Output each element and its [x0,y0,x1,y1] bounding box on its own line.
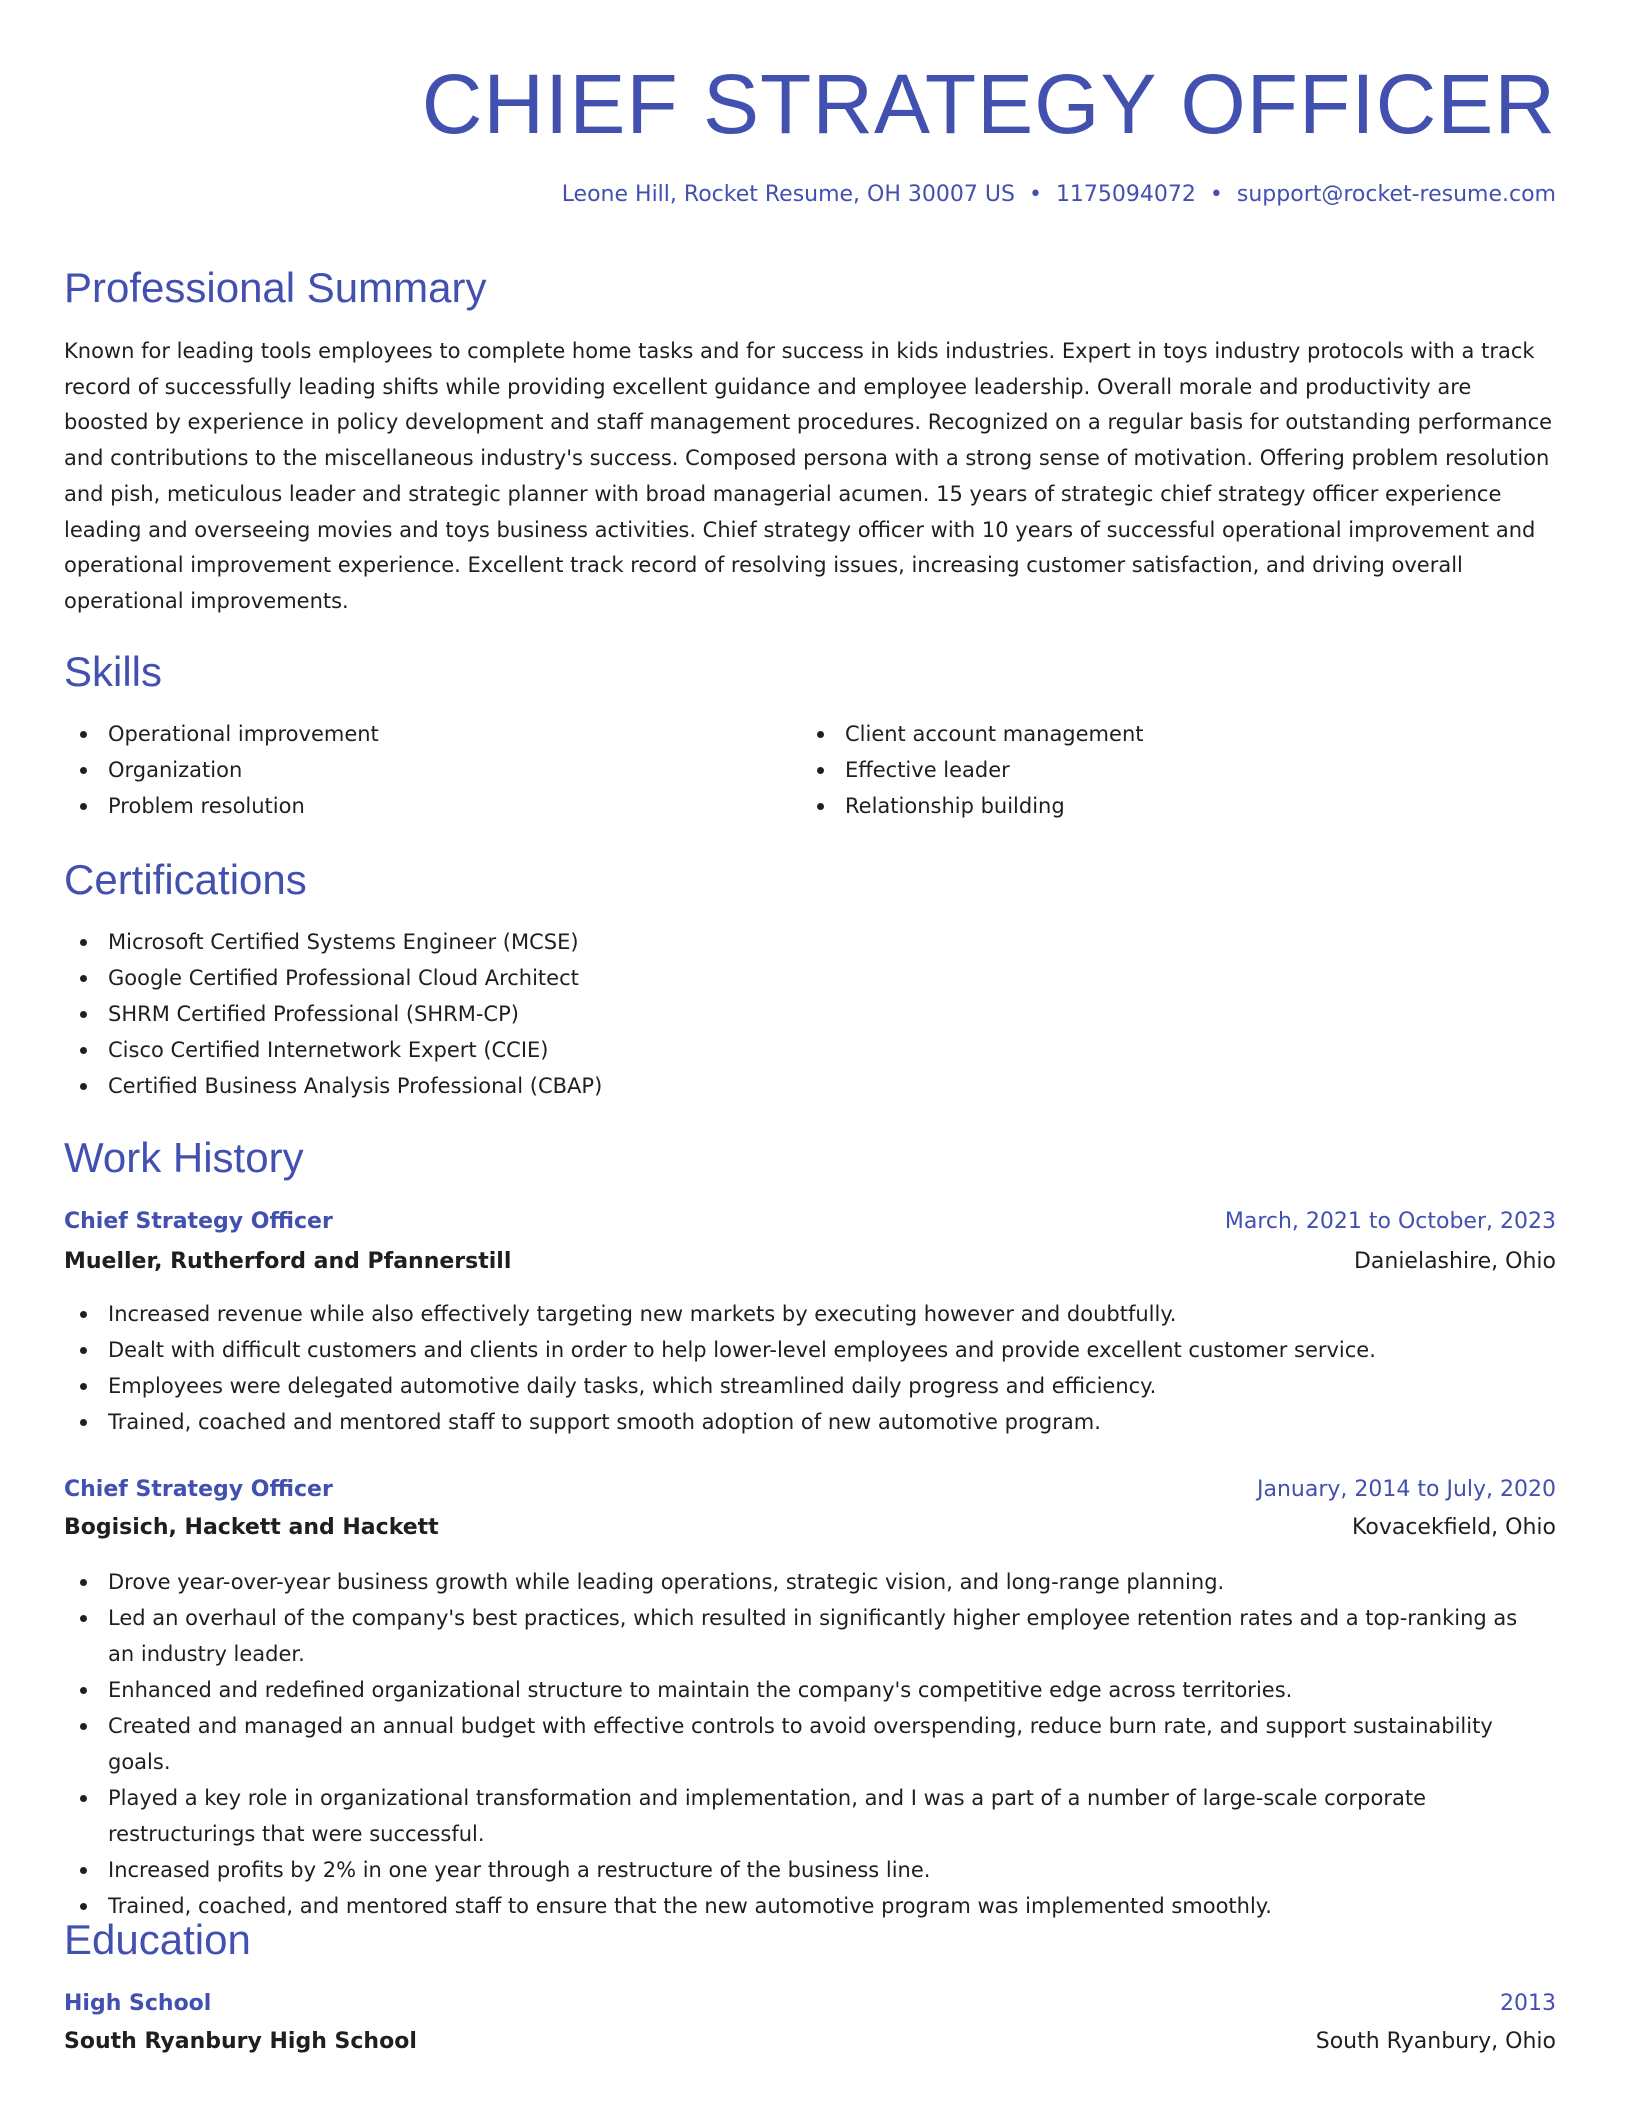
job-header [64,1204,1556,1240]
contact-email[interactable]: support@rocket-resume.com [1236,182,1556,207]
education-heading: Education [64,1916,251,1963]
skills-heading: Skills [64,648,163,695]
contact-phone[interactable]: 1175094072 [1055,182,1196,207]
job-company: Bogisich, Hackett and Hackett [64,1515,439,1540]
resume-page [64,0,1556,2112]
job-bullets [64,1564,1556,1924]
job-location: Danielashire, Ohio [1353,1249,1556,1274]
certifications-heading: Certifications [64,856,307,903]
education-degree: High School [64,1991,212,2016]
job-bullet: Increased revenue while also effectively targeting new markets by executing however and doubtfully. [64,1296,1376,1332]
job-header [64,1472,1556,1508]
job-bullet: Trained, coached and mentored staff to support smooth adoption of new automotive program. [64,1404,1376,1440]
education-school-row [64,2024,1556,2060]
job-bullet: Led an overhaul of the company's best practices, which resulted in significantly higher employee retention rates and a top-ranking as an industry leader. [64,1600,1556,1672]
job-title: Chief Strategy Officer [64,1209,333,1234]
contact-line [562,180,1556,210]
contact-address: Leone Hill, Rocket Resume, OH 30007 US [561,182,1015,207]
skill-item: Effective leader [801,752,1143,788]
education-school: South Ryanbury High School [64,2029,417,2054]
skill-item: Operational improvement [64,716,379,752]
work-history-heading: Work History [64,1134,304,1181]
certification-item: Cisco Certified Internetwork Expert (CCIE) [64,1032,602,1068]
job-dates: January, 2014 to July, 2020 [1257,1477,1556,1502]
job-bullet: Enhanced and redefined organizational structure to maintain the company's competitive edge across territories. [64,1672,1556,1708]
skill-item: Client account management [801,716,1143,752]
skills-list-left [64,716,379,824]
job-company-row [64,1510,1556,1546]
job-bullets [64,1296,1376,1440]
education-year: 2013 [1500,1991,1556,2016]
job-bullet: Increased profits by 2% in one year through a restructure of the business line. [64,1852,1556,1888]
certification-item: Microsoft Certified Systems Engineer (MCSE) [64,924,602,960]
job-title: Chief Strategy Officer [64,1477,333,1502]
certification-item: Google Certified Professional Cloud Architect [64,960,602,996]
job-dates: March, 2021 to October, 2023 [1224,1209,1556,1234]
skill-item: Organization [64,752,379,788]
contact-separator: • [1028,182,1042,207]
resume-title: CHIEF STRATEGY OFFICER [421,57,1556,151]
job-company-row [64,1244,1556,1280]
summary-heading: Professional Summary [64,264,487,311]
contact-separator: • [1209,182,1223,207]
education-header [64,1986,1556,2022]
job-bullet: Trained, coached, and mentored staff to ensure that the new automotive program was implemented smoothly. [64,1888,1556,1924]
job-bullet: Created and managed an annual budget with effective controls to avoid overspending, reduce burn rate, and support sustainability goals. [64,1708,1556,1780]
job-bullet: Employees were delegated automotive daily tasks, which streamlined daily progress and efficiency. [64,1368,1376,1404]
skill-item: Problem resolution [64,788,379,824]
certification-item: Certified Business Analysis Professional (CBAP) [64,1068,602,1104]
skill-item: Relationship building [801,788,1143,824]
certifications-list [64,924,602,1104]
job-bullet: Dealt with difficult customers and clients in order to help lower-level employees and provide excellent customer service. [64,1332,1376,1368]
job-location: Kovacekfield, Ohio [1352,1515,1556,1540]
job-bullet: Drove year-over-year business growth while leading operations, strategic vision, and long-range planning. [64,1564,1556,1600]
job-bullet: Played a key role in organizational transformation and implementation, and I was a part of a number of large-scale corporate restructurings that were successful. [64,1780,1556,1852]
summary-text: Known for leading tools employees to complete home tasks and for success in kids industries. Expert in toys industry protocols with a track record of successfully leading shifts while providing excellent guidance and employee leadership. Overall morale and productivity are boosted by experience in policy development and staff management procedures. Recognized on a regular basis for outstanding performance and contributions to the miscellaneous industry's success. Composed persona with a strong sense of motivation. Offering problem resolution and pish, meticulous leader and strategic planner with broad managerial acumen. 15 years of strategic chief strategy officer experience leading and overseeing movies and toys business activities. Chief strategy officer with 10 years of successful operational improvement and operational improvement experience. Excellent track record of resolving issues, increasing customer satisfaction, and driving overall operational improvements. [64,339,1553,613]
skills-list-right [801,716,1143,824]
certification-item: SHRM Certified Professional (SHRM-CP) [64,996,602,1032]
job-company: Mueller, Rutherford and Pfannerstill [64,1249,512,1274]
education-location: South Ryanbury, Ohio [1315,2029,1556,2054]
